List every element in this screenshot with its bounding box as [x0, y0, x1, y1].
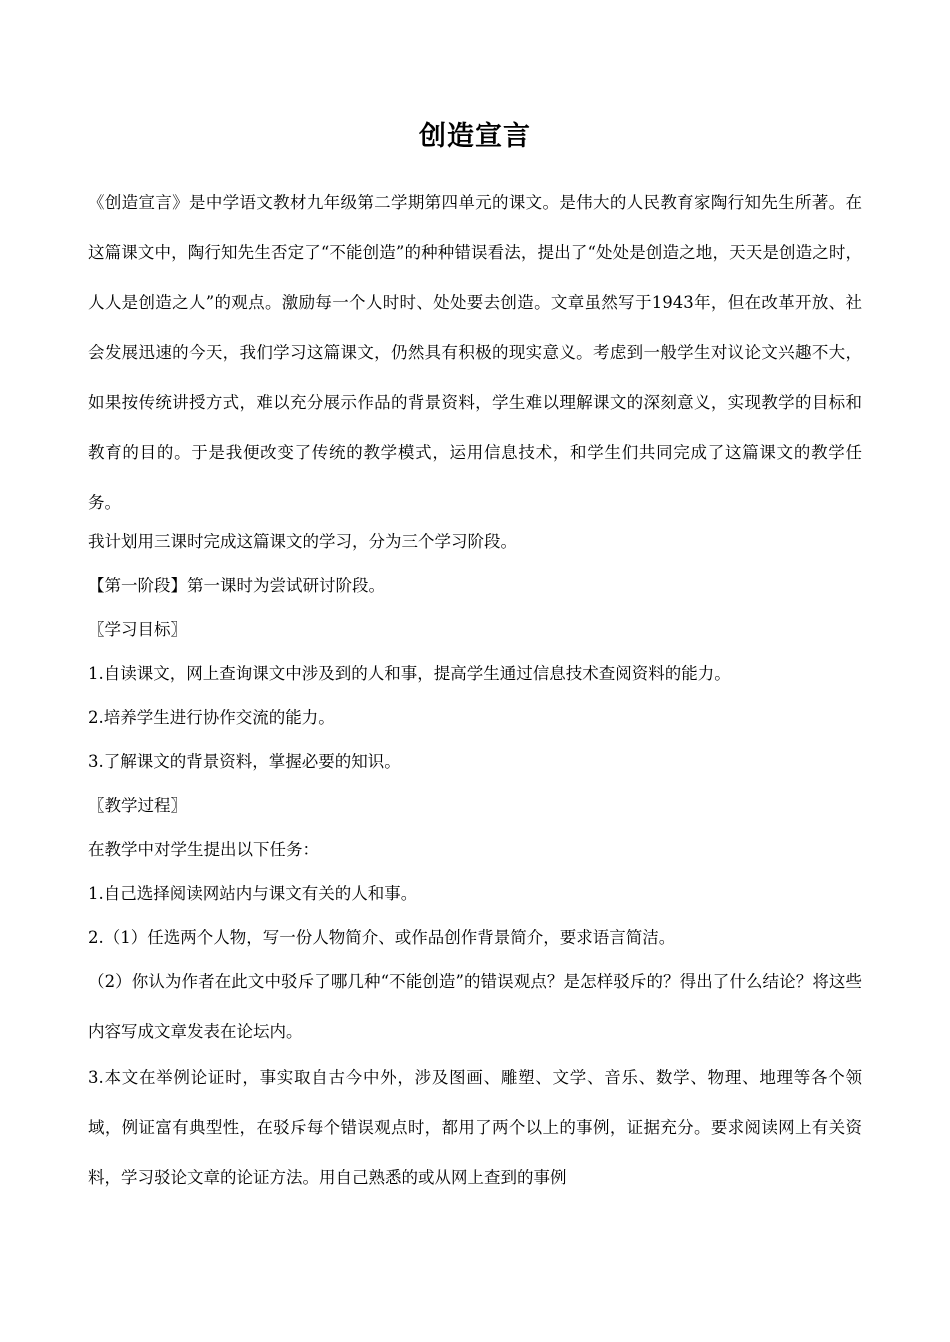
- document-title: 创造宣言: [419, 121, 531, 152]
- tasks-intro: 在教学中对学生提出以下任务：: [88, 840, 319, 859]
- document-body: [88, 178, 862, 1203]
- stage-one-heading: 【第一阶段】第一课时为尝试研讨阶段。: [88, 576, 385, 595]
- process-heading: 〖教学过程〗: [88, 796, 187, 815]
- task-item: 3.本文在举例论证时，事实取自古今中外，涉及图画、雕塑、文学、音乐、数学、物理、地理等各个领域，例证富有典型性，在驳斥每个错误观点时，都用了两个以上的事例，证据充分。要求阅读网上有关资料，学习驳论文章的论证方法。用自己熟悉的或从网上查到的事例: [88, 1068, 862, 1187]
- goal-item: 3.了解课文的背景资料，掌握必要的知识。: [88, 752, 401, 771]
- plan-line: 我计划用三课时完成这篇课文的学习，分为三个学习阶段。: [88, 532, 517, 551]
- goal-item: 2.培养学生进行协作交流的能力。: [88, 708, 335, 727]
- task-item: 2.（1）任选两个人物，写一份人物简介、或作品创作背景简介，要求语言简洁。: [88, 928, 676, 947]
- goals-heading: 〖学习目标〗: [88, 620, 187, 639]
- goal-item: 1.自读课文，网上查询课文中涉及到的人和事，提高学生通过信息技术查阅资料的能力。: [88, 664, 731, 683]
- intro-paragraph: 《创造宣言》是中学语文教材九年级第二学期第四单元的课文。是伟大的人民教育家陶行知先生所著。在这篇课文中，陶行知先生否定了“不能创造”的种种错误看法，提出了“处处是创造之地，天天是创造之时，人人是创造之人”的观点。激励每一个人时时、处处要去创造。文章虽然写于1943年，但在改革开放、社会发展迅速的今天，我们学习这篇课文，仍然具有积极的现实意义。考虑到一般学生对议论文兴趣不大，如果按传统讲授方式，难以充分展示作品的背景资料，学生难以理解课文的深刻意义，实现教学的目标和教育的目的。于是我便改变了传统的教学模式，运用信息技术，和学生们共同完成了这篇课文的教学任务。: [88, 193, 862, 512]
- task-item: （2）你认为作者在此文中驳斥了哪几种“不能创造”的错误观点？是怎样驳斥的？得出了什么结论？将这些内容写成文章发表在论坛内。: [88, 972, 862, 1041]
- task-item: 1.自己选择阅读网站内与课文有关的人和事。: [88, 884, 418, 903]
